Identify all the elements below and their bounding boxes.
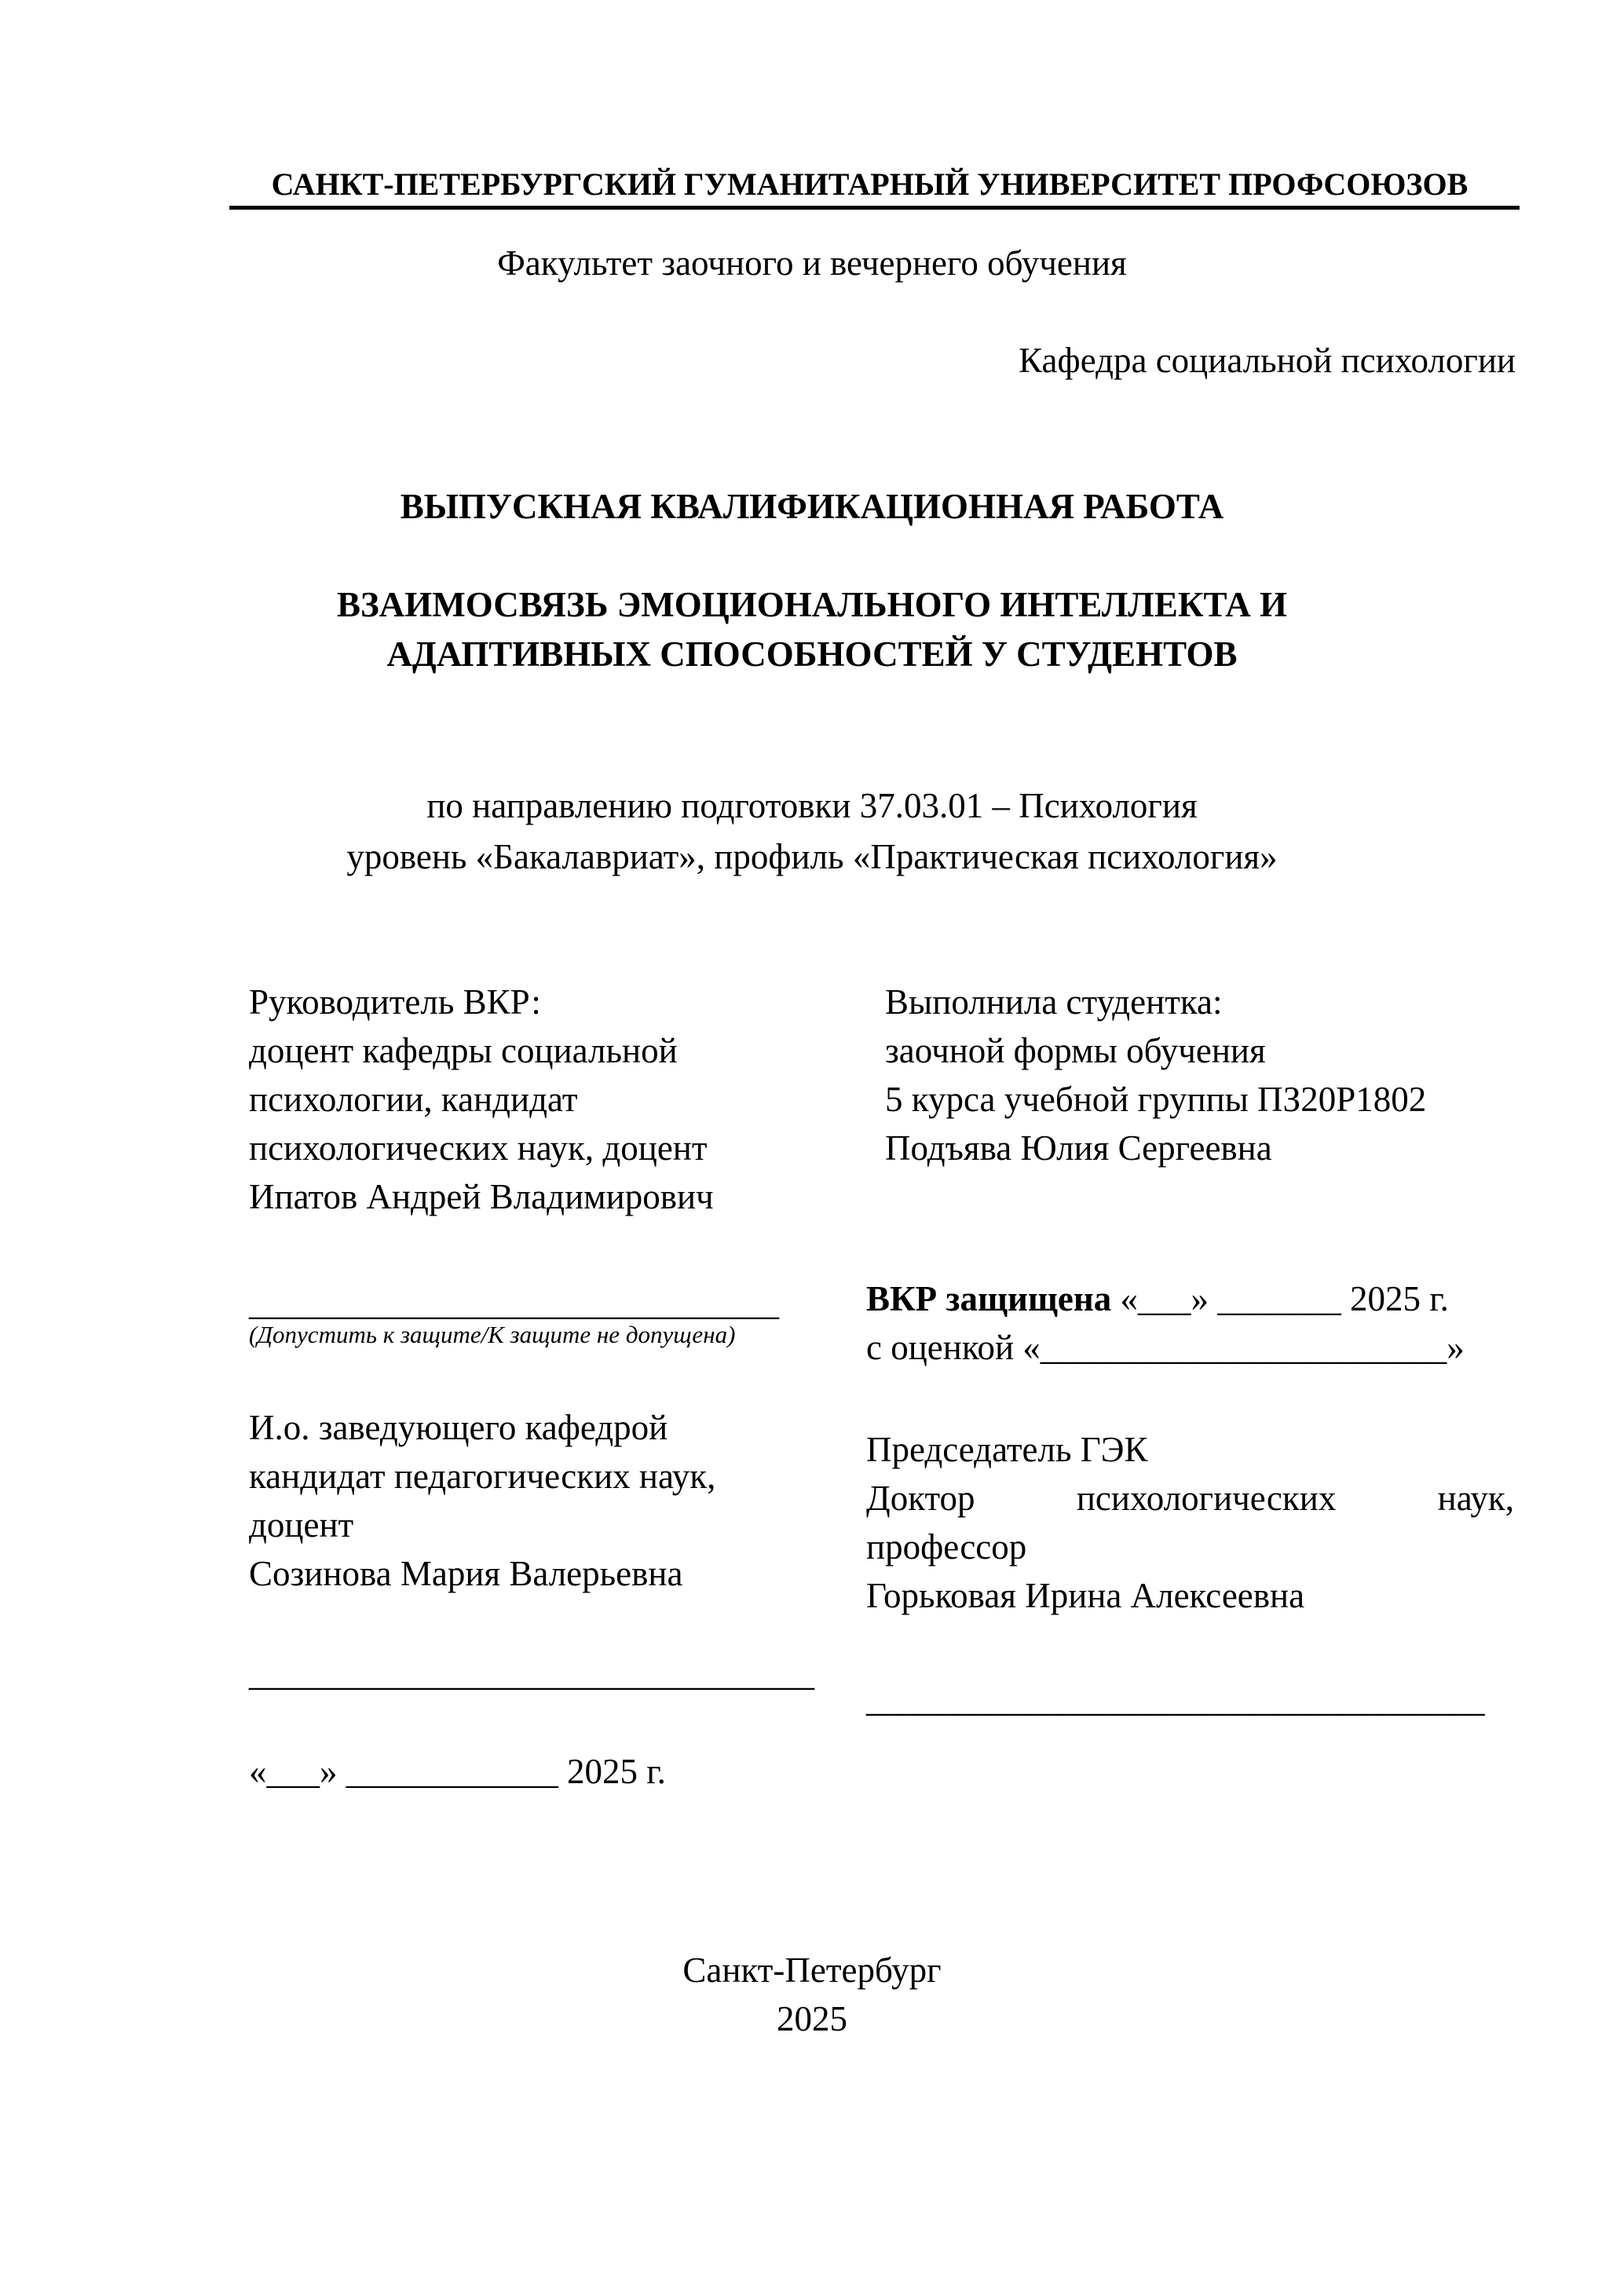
direction-line-1: по направлению подготовки 37.03.01 – Психология xyxy=(426,786,1198,825)
supervisor-position-2: психологии, кандидат xyxy=(249,1080,578,1119)
grade-blank[interactable]: _______________________ xyxy=(1040,1328,1447,1367)
head-signature-line[interactable]: ________________________________ xyxy=(249,1654,814,1693)
gek-degree xyxy=(866,1474,1514,1523)
student-heading: Выполнила студентка: xyxy=(885,982,1223,1022)
defense-grade-row xyxy=(866,1323,1465,1372)
work-title-line-1: ВЗАИМОСВЯЗЬ ЭМОЦИОНАЛЬНОГО ИНТЕЛЛЕКТА И xyxy=(336,585,1288,624)
direction-line-2: уровень «Бакалавриат», профиль «Практическая психология» xyxy=(346,837,1278,876)
student-group: 5 курса учебной группы ПЗ20Р1802 xyxy=(885,1080,1427,1119)
work-type: ВЫПУСКНАЯ КВАЛИФИКАЦИОННАЯ РАБОТА xyxy=(400,487,1224,526)
gek-name: Горьковая Ирина Алексеевна xyxy=(866,1576,1305,1615)
defense-date-row xyxy=(866,1274,1449,1323)
defense-date[interactable]: «___» _______ 2025 г. xyxy=(1111,1279,1449,1318)
footer-year: 2025 xyxy=(777,1999,847,2038)
faculty-name: Факультет заочного и вечернего обучения xyxy=(497,243,1127,283)
supervisor-block xyxy=(249,978,714,1221)
student-block xyxy=(885,978,1426,1172)
work-title-line-2: АДАПТИВНЫХ СПОСОБНОСТЕЙ У СТУДЕНТОВ xyxy=(386,634,1238,674)
grade-close: » xyxy=(1447,1328,1465,1367)
gek-chair-block xyxy=(866,1425,1514,1620)
gek-title: Председатель ГЭК xyxy=(866,1430,1148,1469)
head-date-line[interactable]: «___» ____________ 2025 г. xyxy=(249,1752,666,1791)
head-degree: кандидат педагогических наук, xyxy=(249,1457,716,1496)
supervisor-position-1: доцент кафедры социальной xyxy=(249,1031,678,1070)
gek-rank: профессор xyxy=(866,1527,1027,1567)
gek-degree-word-1: Доктор xyxy=(866,1479,975,1518)
head-name: Созинова Мария Валерьевна xyxy=(249,1554,683,1593)
supervisor-name: Ипатов Андрей Владимирович xyxy=(249,1177,714,1216)
head-rank: доцент xyxy=(249,1505,354,1545)
footer-city: Санкт-Петербург xyxy=(682,1951,942,1990)
gek-degree-word-2: психологических xyxy=(1076,1479,1337,1518)
defense-label: ВКР защищена xyxy=(866,1279,1112,1318)
grade-label: с оценкой « xyxy=(866,1328,1041,1367)
header-rule xyxy=(229,206,1520,210)
head-title: И.о. заведующего кафедрой xyxy=(249,1408,668,1447)
student-form: заочной формы обучения xyxy=(885,1031,1266,1070)
student-name: Подъява Юлия Сергеевна xyxy=(885,1128,1272,1168)
admission-hint: (Допустить к защите/К защите не допущена) xyxy=(249,1321,736,1348)
university-name: САНКТ-ПЕТЕРБУРГСКИЙ ГУМАНИТАРНЫЙ УНИВЕРСИТЕТ ПРОФСОЮЗОВ xyxy=(271,166,1469,202)
supervisor-signature-line[interactable]: ______________________________ xyxy=(249,1283,779,1322)
head-of-department-block xyxy=(249,1403,715,1598)
gek-signature-line[interactable]: ___________________________________ xyxy=(866,1680,1485,1719)
department-name: Кафедра социальной психологии xyxy=(1019,341,1516,380)
supervisor-heading: Руководитель ВКР: xyxy=(249,982,541,1022)
gek-degree-word-3: наук, xyxy=(1437,1479,1514,1518)
supervisor-position-3: психологических наук, доцент xyxy=(249,1128,708,1168)
